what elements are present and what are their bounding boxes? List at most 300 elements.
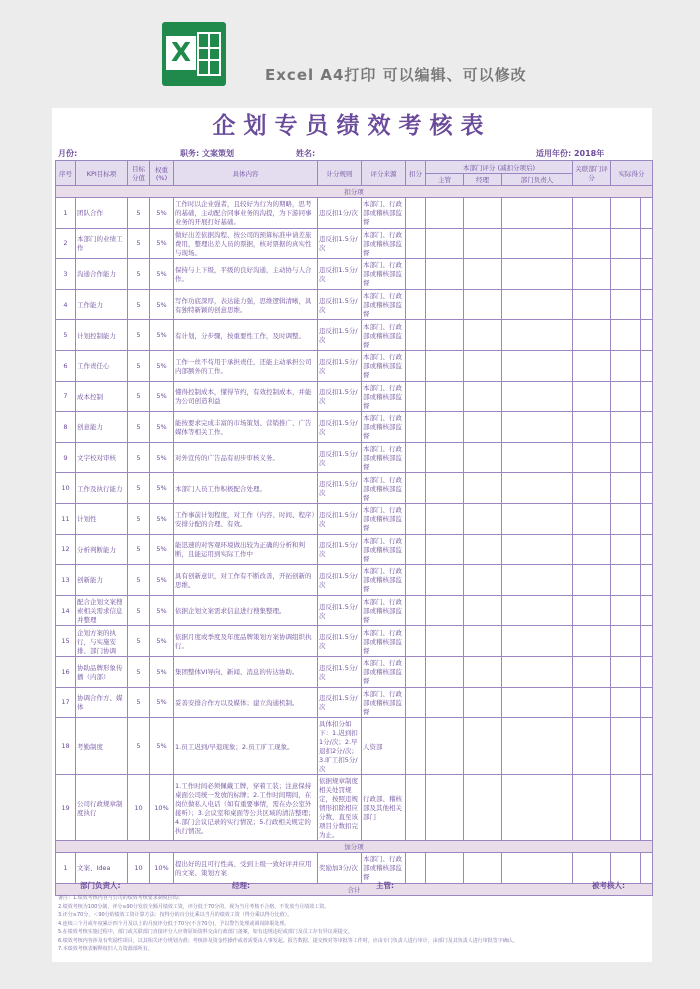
row-related-score	[573, 350, 611, 381]
footer-manager: 经理:	[232, 881, 250, 890]
row-actual-score	[611, 775, 641, 841]
row-supervisor-score	[426, 442, 464, 473]
row-related-score	[573, 228, 611, 259]
row-kpi: 工作及执行能力	[76, 473, 128, 504]
row-supervisor-score	[426, 412, 464, 443]
row-weight: 5%	[150, 350, 174, 381]
row-deduct	[406, 350, 426, 381]
row-content: 依据企划文案需求信息进行搜集整理。	[174, 595, 318, 626]
row-source: 本部门、行政部或稽核部监督	[362, 595, 406, 626]
row-actual-score	[611, 289, 641, 320]
row-content: 写作功底深厚，表达能力强，思维逻辑清晰，具有独特新颖的创意思维。	[174, 289, 318, 320]
row-source: 本部门、行政部或稽核部监督	[362, 442, 406, 473]
footer-dept-head: 部门负责人:	[80, 881, 121, 890]
row-dept-head-score	[502, 853, 573, 884]
row-kpi: 创新能力	[76, 565, 128, 596]
row-kpi: 团队合作	[76, 198, 128, 229]
table-row	[56, 198, 653, 229]
row-related-score	[573, 412, 611, 443]
row-target: 5	[128, 320, 150, 351]
row-weight: 5%	[150, 687, 174, 718]
header-seq: 序号	[56, 161, 76, 186]
row-kpi: 文字校对审核	[76, 442, 128, 473]
row-source: 行政部、稽核部及其他相关部门	[362, 775, 406, 841]
row-rule: 违反扣1.5分/次	[318, 259, 362, 290]
header-source: 评分来源	[362, 161, 406, 186]
row-actual-score	[611, 626, 641, 657]
table-row	[56, 687, 653, 718]
row-rule: 违反扣1.5分/次	[318, 595, 362, 626]
row-kpi: 成本控制	[76, 381, 128, 412]
row-manager-score	[464, 289, 502, 320]
note-line: 备注：1.绩效考核内容与公司的绩效考核要求制度挂钩；	[58, 895, 183, 901]
table-row	[56, 320, 653, 351]
row-source: 本部门、行政部或稽核部监督	[362, 656, 406, 687]
row-actual-score	[611, 198, 641, 229]
row-deduct	[406, 381, 426, 412]
row-rule: 违反扣1分/次	[318, 198, 362, 229]
row-target: 10	[128, 775, 150, 841]
row-actual-score	[611, 595, 641, 626]
row-supervisor-score	[426, 198, 464, 229]
row-supervisor-score	[426, 259, 464, 290]
table-row	[56, 259, 653, 290]
row-supervisor-score	[426, 565, 464, 596]
row-dept-head-score	[502, 565, 573, 596]
row-deduct	[406, 565, 426, 596]
row-extra	[641, 503, 653, 534]
row-manager-score	[464, 853, 502, 884]
row-source: 本部门、行政部或稽核部监督	[362, 259, 406, 290]
row-weight: 5%	[150, 473, 174, 504]
row-seq: 3	[56, 259, 76, 290]
row-deduct	[406, 853, 426, 884]
row-source: 本部门、行政部或稽核部监督	[362, 198, 406, 229]
row-deduct	[406, 198, 426, 229]
row-seq: 1	[56, 853, 76, 884]
row-rule: 违反扣1.5分/次	[318, 289, 362, 320]
row-supervisor-score	[426, 626, 464, 657]
row-actual-score	[611, 565, 641, 596]
row-actual-score	[611, 853, 641, 884]
table-row	[56, 565, 653, 596]
row-seq: 5	[56, 320, 76, 351]
row-manager-score	[464, 565, 502, 596]
row-extra	[641, 534, 653, 565]
row-related-score	[573, 289, 611, 320]
row-source: 本部门、行政部或稽核部监督	[362, 228, 406, 259]
row-related-score	[573, 198, 611, 229]
row-related-score	[573, 775, 611, 841]
row-rule: 违反扣1.5分/次	[318, 412, 362, 443]
row-dept-head-score	[502, 687, 573, 718]
table-row	[56, 473, 653, 504]
row-seq: 6	[56, 350, 76, 381]
kpi-table	[55, 160, 653, 896]
row-source: 本部门、行政部或稽核部监督	[362, 853, 406, 884]
row-dept-head-score	[502, 718, 573, 775]
row-target: 5	[128, 565, 150, 596]
row-deduct	[406, 718, 426, 775]
row-dept-head-score	[502, 473, 573, 504]
row-source: 本部门、行政部或稽核部监督	[362, 473, 406, 504]
row-weight: 5%	[150, 198, 174, 229]
row-related-score	[573, 565, 611, 596]
row-extra	[641, 595, 653, 626]
row-target: 5	[128, 228, 150, 259]
row-related-score	[573, 656, 611, 687]
row-weight: 10%	[150, 853, 174, 884]
row-actual-score	[611, 442, 641, 473]
row-target: 10	[128, 853, 150, 884]
row-manager-score	[464, 381, 502, 412]
row-seq: 16	[56, 656, 76, 687]
row-deduct	[406, 473, 426, 504]
row-seq: 18	[56, 718, 76, 775]
row-actual-score	[611, 320, 641, 351]
row-source: 本部门、行政部或稽核部监督	[362, 381, 406, 412]
note-line: 4.连续三个月或年度累计四个月及以上的月度评分低于70分(不含70分)，予以警告处理或调岗降职处理。	[58, 920, 290, 927]
notes	[58, 894, 648, 954]
row-supervisor-score	[426, 687, 464, 718]
row-target: 5	[128, 718, 150, 775]
row-content: 本部门人员工作积极配合处理。	[174, 473, 318, 504]
row-kpi: 分析判断能力	[76, 534, 128, 565]
row-deduct	[406, 775, 426, 841]
row-target: 5	[128, 198, 150, 229]
row-kpi: 公司行政规章制度执行	[76, 775, 128, 841]
row-related-score	[573, 718, 611, 775]
footer-supervisor: 主管:	[376, 881, 394, 890]
row-content: 有计划，分步骤，按重要性工作，及时调整。	[174, 320, 318, 351]
excel-icon	[162, 22, 226, 86]
row-actual-score	[611, 718, 641, 775]
row-supervisor-score	[426, 656, 464, 687]
row-extra	[641, 775, 653, 841]
row-actual-score	[611, 534, 641, 565]
row-content: 保持与上下级，平级的良好沟通，主动协与人合作。	[174, 259, 318, 290]
row-supervisor-score	[426, 320, 464, 351]
row-source: 本部门、行政部或稽核部监督	[362, 289, 406, 320]
header-dept-eval: 本部门评分 (减扣分项后)	[426, 161, 573, 174]
row-source: 本部门、行政部或稽核部监督	[362, 412, 406, 443]
row-source: 本部门、行政部或稽核部监督	[362, 503, 406, 534]
row-actual-score	[611, 412, 641, 443]
row-target: 5	[128, 503, 150, 534]
row-content: 妥善安排合作方以及媒体；建立沟通机制。	[174, 687, 318, 718]
table-row	[56, 381, 653, 412]
row-rule: 违反扣1.5分/次	[318, 656, 362, 687]
row-deduct	[406, 320, 426, 351]
row-weight: 5%	[150, 442, 174, 473]
row-supervisor-score	[426, 718, 464, 775]
row-dept-head-score	[502, 198, 573, 229]
row-target: 5	[128, 289, 150, 320]
row-kpi: 协助品牌形象传播（内部）	[76, 656, 128, 687]
row-dept-head-score	[502, 775, 573, 841]
row-supervisor-score	[426, 503, 464, 534]
section-deduct: 扣分项	[56, 186, 653, 198]
row-rule: 违反扣1.5分/次	[318, 320, 362, 351]
row-supervisor-score	[426, 289, 464, 320]
row-extra	[641, 289, 653, 320]
row-deduct	[406, 503, 426, 534]
row-deduct	[406, 595, 426, 626]
row-rule: 违反扣1.5分/次	[318, 473, 362, 504]
row-manager-score	[464, 350, 502, 381]
row-seq: 19	[56, 775, 76, 841]
row-manager-score	[464, 656, 502, 687]
row-extra	[641, 320, 653, 351]
row-extra	[641, 687, 653, 718]
row-target: 5	[128, 412, 150, 443]
row-weight: 5%	[150, 412, 174, 443]
row-supervisor-score	[426, 534, 464, 565]
row-dept-head-score	[502, 228, 573, 259]
row-supervisor-score	[426, 595, 464, 626]
row-rule: 违反扣1.5分/次	[318, 381, 362, 412]
row-extra	[641, 381, 653, 412]
row-manager-score	[464, 595, 502, 626]
row-extra	[641, 259, 653, 290]
header-related: 关联部门评分	[573, 161, 611, 186]
row-dept-head-score	[502, 656, 573, 687]
row-related-score	[573, 381, 611, 412]
header-weight: 权重(%)	[150, 161, 174, 186]
header-target: 目标分值	[128, 161, 150, 186]
row-source: 本部门、行政部或稽核部监督	[362, 534, 406, 565]
row-kpi: 工作责任心	[76, 350, 128, 381]
row-actual-score	[611, 473, 641, 504]
row-extra	[641, 565, 653, 596]
row-rule: 违反扣1.5分/次	[318, 565, 362, 596]
row-source: 本部门、行政部或稽核部监督	[362, 687, 406, 718]
row-weight: 5%	[150, 565, 174, 596]
meta-month: 月份:	[58, 149, 78, 158]
table-row	[56, 853, 653, 884]
row-extra	[641, 656, 653, 687]
row-kpi: 本部门的业绩工作	[76, 228, 128, 259]
excel-grid-icon	[197, 32, 221, 76]
row-manager-score	[464, 412, 502, 443]
row-dept-head-score	[502, 534, 573, 565]
row-source: 本部门、行政部或稽核部监督	[362, 626, 406, 657]
row-dept-head-score	[502, 503, 573, 534]
row-content: 能按要求完成丰富的市场策划、营销推广、广告媒体等相关工作。	[174, 412, 318, 443]
row-related-score	[573, 853, 611, 884]
row-content: 工作事前计划程度，对工作（内容、时间、程序）安排分配的合理、有效。	[174, 503, 318, 534]
row-kpi: 创意能力	[76, 412, 128, 443]
row-source: 本部门、行政部或稽核部监督	[362, 565, 406, 596]
row-manager-score	[464, 198, 502, 229]
row-related-score	[573, 534, 611, 565]
section-bonus: 加分项	[56, 841, 653, 853]
row-kpi: 计划性	[76, 503, 128, 534]
row-extra	[641, 228, 653, 259]
table-row	[56, 656, 653, 687]
banner-text: Excel A4打印 可以编辑、可以修改	[265, 66, 527, 84]
row-actual-score	[611, 228, 641, 259]
row-kpi: 沟通合作能力	[76, 259, 128, 290]
row-deduct	[406, 534, 426, 565]
row-manager-score	[464, 320, 502, 351]
row-weight: 5%	[150, 259, 174, 290]
row-dept-head-score	[502, 595, 573, 626]
row-seq: 8	[56, 412, 76, 443]
row-manager-score	[464, 687, 502, 718]
header-rule: 计分规则	[318, 161, 362, 186]
sheet	[52, 108, 652, 962]
table-row	[56, 718, 653, 775]
row-actual-score	[611, 687, 641, 718]
row-rule: 奖励加3分/次	[318, 853, 362, 884]
row-rule: 违反扣1.5分/次	[318, 442, 362, 473]
meta-name: 姓名:	[296, 149, 316, 158]
row-supervisor-score	[426, 350, 464, 381]
row-dept-head-score	[502, 412, 573, 443]
row-supervisor-score	[426, 853, 464, 884]
row-seq: 9	[56, 442, 76, 473]
row-supervisor-score	[426, 775, 464, 841]
row-source: 本部门、行政部或稽核部监督	[362, 350, 406, 381]
row-deduct	[406, 412, 426, 443]
row-related-score	[573, 626, 611, 657]
row-manager-score	[464, 775, 502, 841]
row-content: 提出好的且可行性高、受到上级一致好评并应用的文案、策划方案	[174, 853, 318, 884]
footer-examinee: 被考核人:	[592, 881, 625, 890]
row-extra	[641, 412, 653, 443]
row-kpi: 文案、Idea	[76, 853, 128, 884]
row-seq: 12	[56, 534, 76, 565]
row-content: 对外宣传的广告品有初步审核义务。	[174, 442, 318, 473]
row-weight: 10%	[150, 775, 174, 841]
note-line: 6.绩效考核内容涉及有奖励性项目，以其相关评分规划为准；考核涉及资金性操作或者需要由人事发起、报告数据、提交核对等审批等工作时，应由专门负责人进行审计，由部门及其负责人进行审批签字确认。	[58, 937, 518, 944]
meta-year: 适用年份: 2018年	[536, 149, 605, 158]
header-content: 具体内容	[174, 161, 318, 186]
row-content: 能迅速的对客观环境做出较为正确的分析和判断，且能运用到实际工作中	[174, 534, 318, 565]
row-actual-score	[611, 259, 641, 290]
row-deduct	[406, 687, 426, 718]
row-manager-score	[464, 473, 502, 504]
row-related-score	[573, 687, 611, 718]
note-line: 5.在绩效考核实施过程中，部门或关联部门直接评分人应将原始资料交由行政部门备案，如有违规违纪或部门及员工存有异议须提交。	[58, 929, 353, 935]
row-related-score	[573, 473, 611, 504]
row-seq: 11	[56, 503, 76, 534]
row-target: 5	[128, 534, 150, 565]
row-manager-score	[464, 718, 502, 775]
row-seq: 7	[56, 381, 76, 412]
note-line: 2.绩效考核为100分制，评分≥90分发放全额月绩效工资，评分低于70分的，视为当月考核不合格，不发放当月绩效工资。	[58, 903, 330, 910]
row-weight: 5%	[150, 718, 174, 775]
excel-x-letter: X	[166, 36, 196, 70]
table-row	[56, 775, 653, 841]
row-kpi: 协调合作方、媒体	[76, 687, 128, 718]
row-rule: 违反扣1.5分/次	[318, 534, 362, 565]
table-row	[56, 289, 653, 320]
row-target: 5	[128, 595, 150, 626]
row-kpi: 企划方案的执行，与实施安排、部门协调	[76, 626, 128, 657]
total-row: 合计	[56, 883, 653, 895]
row-dept-head-score	[502, 259, 573, 290]
row-manager-score	[464, 259, 502, 290]
table-row	[56, 350, 653, 381]
row-seq: 1	[56, 198, 76, 229]
row-actual-score	[611, 381, 641, 412]
row-seq: 15	[56, 626, 76, 657]
row-rule: 违反扣1.5分/次	[318, 626, 362, 657]
table-row	[56, 442, 653, 473]
page-title: 企划专员绩效考核表	[212, 113, 492, 139]
row-target: 5	[128, 626, 150, 657]
row-manager-score	[464, 228, 502, 259]
row-rule: 违反扣1.5分/次	[318, 350, 362, 381]
header-deduct: 扣分	[406, 161, 426, 186]
row-deduct	[406, 626, 426, 657]
row-content: 集团整体VI导向、新闻、消息的传达协助。	[174, 656, 318, 687]
row-manager-score	[464, 626, 502, 657]
table-row	[56, 412, 653, 443]
row-extra	[641, 853, 653, 884]
row-dept-head-score	[502, 320, 573, 351]
header-dept-head: 部门负责人	[502, 174, 573, 186]
row-weight: 5%	[150, 381, 174, 412]
row-content: 做好出差依据沟程、按公司的预算标准申请差旅费用，整理出差人员的票据，核对票据的真实性与现场。	[174, 228, 318, 259]
table-row	[56, 228, 653, 259]
row-deduct	[406, 442, 426, 473]
row-seq: 13	[56, 565, 76, 596]
row-deduct	[406, 656, 426, 687]
row-kpi: 计划控制能力	[76, 320, 128, 351]
row-source: 本部门、行政部或稽核部监督	[362, 320, 406, 351]
row-weight: 5%	[150, 595, 174, 626]
row-rule: 违反扣1.5分/次	[318, 687, 362, 718]
note-line: 7.本绩效考核表解释权归人力资源部所有。	[58, 946, 153, 952]
table-row	[56, 626, 653, 657]
row-supervisor-score	[426, 381, 464, 412]
row-actual-score	[611, 503, 641, 534]
row-kpi: 考勤制度	[76, 718, 128, 775]
row-manager-score	[464, 442, 502, 473]
row-content: 具有创新意识，对工作有不断改善，开拓创新的思维。	[174, 565, 318, 596]
row-dept-head-score	[502, 626, 573, 657]
row-content: 工作一丝不苟用于承担责任，还能主动承担公司内部额外的工作。	[174, 350, 318, 381]
row-kpi: 工作能力	[76, 289, 128, 320]
row-deduct	[406, 289, 426, 320]
row-rule: 违反扣1.5分/次	[318, 228, 362, 259]
row-seq: 17	[56, 687, 76, 718]
row-target: 5	[128, 656, 150, 687]
row-deduct	[406, 228, 426, 259]
header-manager: 经理	[464, 174, 502, 186]
row-weight: 5%	[150, 626, 174, 657]
row-manager-score	[464, 503, 502, 534]
row-extra	[641, 350, 653, 381]
row-seq: 4	[56, 289, 76, 320]
row-extra	[641, 198, 653, 229]
row-rule: 违反扣1.5分/次	[318, 503, 362, 534]
row-related-score	[573, 595, 611, 626]
row-extra	[641, 473, 653, 504]
row-weight: 5%	[150, 534, 174, 565]
row-extra	[641, 442, 653, 473]
meta-position: 职务: 文案策划	[180, 149, 234, 158]
header-kpi: KPI目标项	[76, 161, 128, 186]
row-related-score	[573, 503, 611, 534]
row-seq: 2	[56, 228, 76, 259]
row-target: 5	[128, 442, 150, 473]
header-actual: 实际得分	[611, 161, 653, 186]
row-content: 1.员工迟到/早退现象；2.员工旷工现象。	[174, 718, 318, 775]
